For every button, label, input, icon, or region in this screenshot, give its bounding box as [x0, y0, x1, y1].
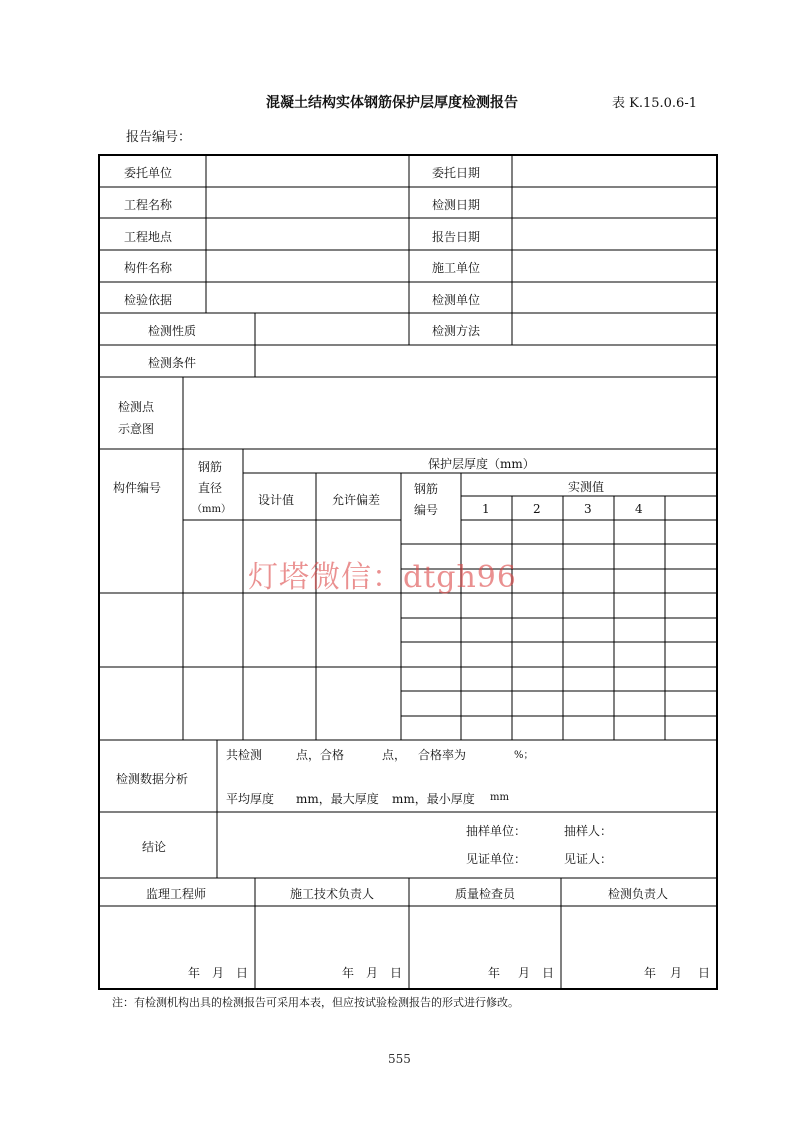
construction-unit-label: 施工单位: [432, 261, 481, 275]
design-value-header: 设计值: [258, 493, 295, 507]
analysis-points: 点，: [382, 748, 407, 762]
date-month-2: 月: [366, 966, 379, 980]
project-name-label: 工程名称: [124, 198, 173, 212]
rebar-diameter-header-2: 直径: [198, 481, 223, 495]
test-method-label: 检测方法: [432, 324, 481, 338]
analysis-label: 检测数据分析: [116, 772, 189, 786]
member-no-header: 构件编号: [113, 481, 162, 495]
date-month-4: 月: [670, 966, 683, 980]
date-day-3: 日: [542, 966, 555, 980]
sampling-unit-label: 抽样单位：: [466, 824, 527, 838]
analysis-total: 共检测: [226, 748, 263, 762]
table-number: 表 K.15.0.6-1: [612, 96, 697, 111]
testing-unit-label: 检测单位: [432, 293, 481, 307]
date-day-1: 日: [236, 966, 249, 980]
rebar-diameter-header-3: （mm）: [192, 504, 231, 515]
commission-date-label: 委托日期: [432, 166, 481, 180]
test-date-label: 检测日期: [432, 198, 481, 212]
analysis-max: mm，最大厚度: [296, 792, 379, 806]
test-condition-label: 检测条件: [148, 356, 197, 370]
measured-col-3: 3: [584, 502, 592, 516]
analysis-average: 平均厚度: [226, 792, 275, 806]
report-number-label: 报告编号：: [126, 130, 192, 145]
date-year-1: 年: [188, 966, 201, 980]
test-nature-label: 检测性质: [148, 324, 197, 338]
witness-unit-label: 见证单位：: [466, 852, 527, 866]
date-day-2: 日: [390, 966, 403, 980]
conclusion-label: 结论: [142, 840, 167, 854]
allowed-deviation-header: 允许偏差: [332, 493, 381, 507]
measured-col-4: 4: [635, 502, 643, 516]
measured-value-header: 实测值: [568, 480, 605, 494]
footnote: 注：有检测机构出具的检测报告可采用本表，但应按试验检测报告的形式进行修改。: [112, 996, 519, 1009]
analysis-mm: mm: [490, 792, 509, 803]
supervising-engineer-label: 监理工程师: [146, 887, 207, 901]
member-name-label: 构件名称: [124, 261, 173, 275]
report-date-label: 报告日期: [432, 230, 481, 244]
analysis-percent: %；: [514, 750, 534, 761]
measured-col-2: 2: [533, 502, 541, 516]
analysis-min: mm，最小厚度: [392, 792, 475, 806]
diagram-label-line2: 示意图: [118, 422, 155, 436]
date-year-3: 年: [488, 966, 501, 980]
measured-col-1: 1: [482, 502, 490, 516]
rebar-no-header-2: 编号: [414, 503, 439, 517]
sampler-label: 抽样人：: [564, 824, 613, 838]
diagram-label-line1: 检测点: [118, 400, 155, 414]
page-title: 混凝土结构实体钢筋保护层厚度检测报告: [266, 95, 518, 111]
client-unit-label: 委托单位: [124, 166, 173, 180]
technical-lead-label: 施工技术负责人: [290, 887, 375, 901]
testing-lead-label: 检测负责人: [608, 887, 669, 901]
date-year-4: 年: [644, 966, 657, 980]
analysis-pass: 点，合格: [296, 748, 345, 762]
project-location-label: 工程地点: [124, 230, 173, 244]
watermark: 灯塔微信：dtgh96: [248, 560, 517, 595]
witness-label: 见证人：: [564, 852, 613, 866]
rebar-no-header-1: 钢筋: [414, 482, 439, 496]
cover-thickness-header: 保护层厚度（mm）: [428, 457, 535, 471]
page-number: 555: [388, 1052, 411, 1066]
inspection-basis-label: 检验依据: [124, 293, 173, 307]
date-year-2: 年: [342, 966, 355, 980]
date-month-1: 月: [212, 966, 225, 980]
date-day-4: 日: [698, 966, 711, 980]
rebar-diameter-header-1: 钢筋: [198, 460, 223, 474]
date-month-3: 月: [518, 966, 531, 980]
analysis-pass-rate: 合格率为: [418, 748, 467, 762]
quality-inspector-label: 质量检查员: [455, 887, 516, 901]
